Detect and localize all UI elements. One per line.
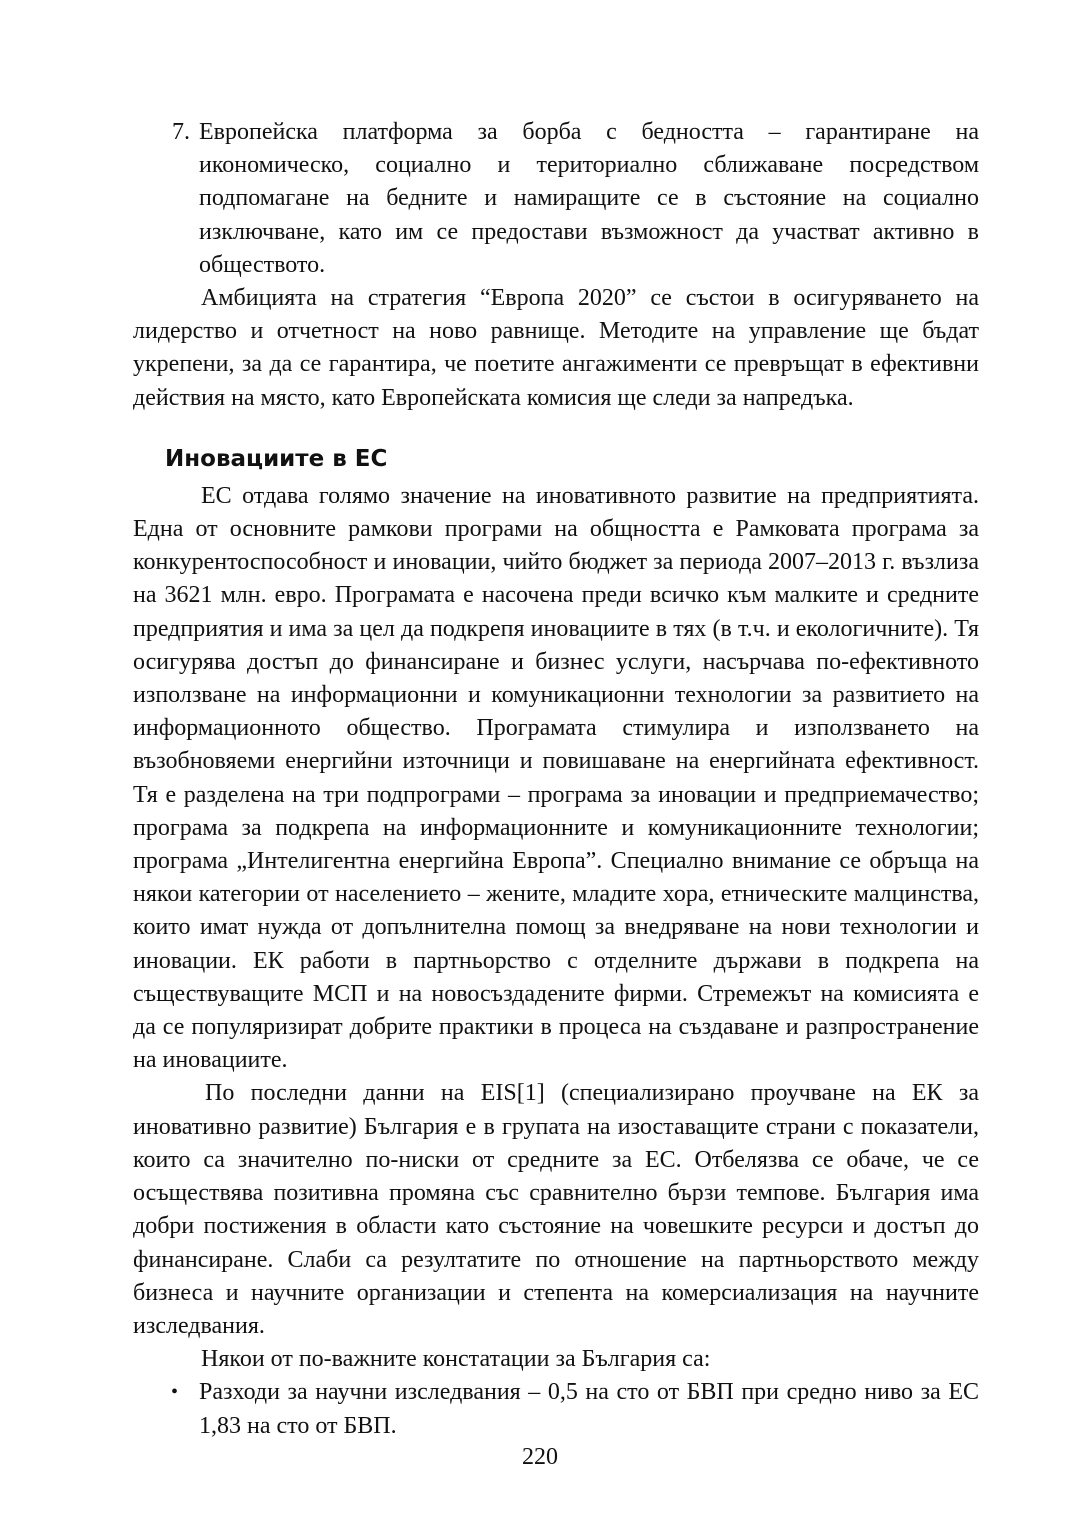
bullet-list-item [133, 1376, 979, 1442]
page-text [133, 116, 979, 1443]
bullet-icon: • [171, 1381, 179, 1404]
paragraph-findings: Някои от по-важните констатации за България са: [201, 1346, 711, 1373]
list-item-text: Европейска платформа за борба с бедността – гарантиране на икономическо, социално и териториално сближаване посредством подпомагане на бедните и намиращите се в състояние на социално изключване, като им се предостави възможност да участват активно в обществото. [199, 119, 979, 278]
section-heading: Иновациите в ЕС [165, 445, 388, 472]
paragraph-ambition: Амбицията на стратегия “Европа 2020” се състои в осигуряването на лидерство и отчетност на ново равнище. Методите на управление ще бъдат укрепени, за да се гарантира, че поетите ангажименти се превръщат в ефективни действия на място, като Европейската комисия ще следи за напредъка. [133, 285, 979, 411]
numbered-list-item [133, 116, 979, 282]
bullet-text: Разходи за научни изследвания – 0,5 на сто от БВП при средно ниво за ЕС 1,83 на сто от БВП. [199, 1379, 979, 1439]
list-number: 7. [172, 119, 190, 145]
paragraph-innovation: ЕС отдава голямо значение на иновативното развитие на предприятията. Една от основните рамкови програми на общността е Рамковата програма за конкурентоспособност и иновации, чийто бюджет за периода 2007–2013 г. възлиза на 3621 млн. евро. Програмата е насочена преди всичко към малките и средните предприятия и има за цел да подкрепя иновациите в тях (в т.ч. и екологичните). Тя осигурява достъп до финансиране и бизнес услуги, насърчава по-ефективното използване на информационни и комуникационни технологии за развитието на информационното общество. Програмата стимулира и използването на възобновяеми енергийни източници и повишаване на енергийната ефективност. Тя е разделена на три подпрограми – програма за иновации и предприемачество; програма за подкрепа на информационните и комуникационните технологии; програма „Интелигентна енергийна Европа”. Специално внимание се обръща на някои категории от населението – жените, младите хора, етническите малцинства, които имат нужда от допълнителна помощ за внедряване на нови технологии и иновации. ЕК работи в партньорство с отделните държави в подкрепа на съществуващите МСП и на новосъздадените фирми. Стремежът на комисията е да се популяризират добрите практики в процеса на създаване и разпространение на иновациите. [133, 482, 979, 1074]
paragraph-eis: По последни данни на EIS[1] (специализирано проучване на ЕК за иновативно развитие) България е в групата на изоставащите страни с показатели, които са значително по-ниски от средните за ЕС. Отбелязва се обаче, че се осъществява позитивна промяна със сравнително бързи темпове. България има добри постижения в области като състояние на човешките ресурси и достъп до финансиране. Слаби са резултатите по отношение на партньорството между бизнеса и научните организации и степента на комерсиализация на научните изследвания. [133, 1080, 979, 1339]
page-number: 220 [522, 1444, 558, 1470]
